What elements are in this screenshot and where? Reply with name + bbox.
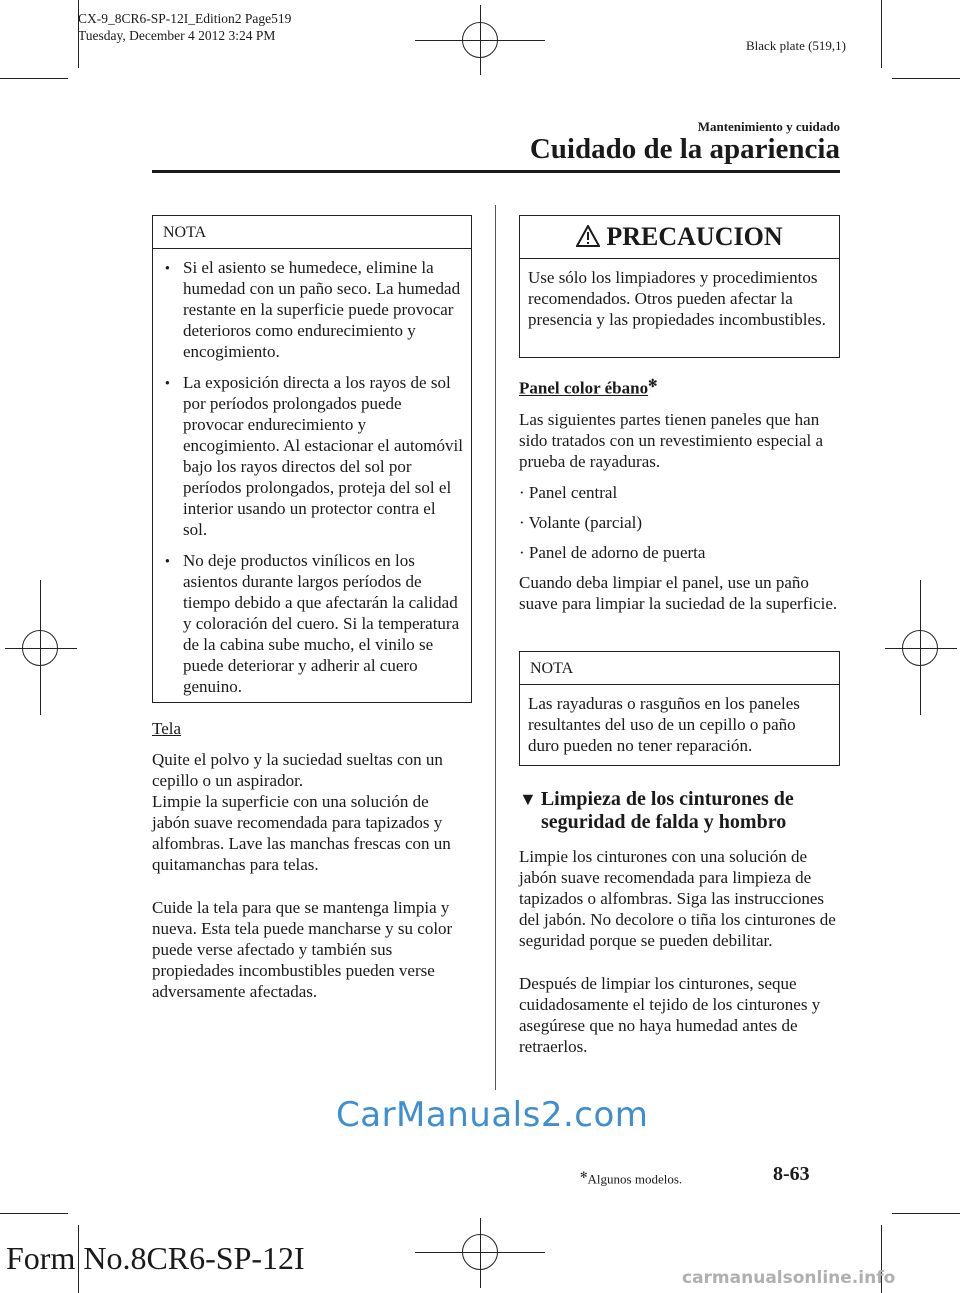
title-divider xyxy=(152,170,840,173)
tela-heading: Tela xyxy=(152,719,182,738)
registration-circle xyxy=(902,630,938,666)
tela-paragraph: Quite el polvo y la suciedad sueltas con un cepillo o un aspirador. xyxy=(152,750,443,790)
panel-section xyxy=(519,374,841,614)
note-heading: NOTA xyxy=(153,216,471,249)
panel-heading: Panel color ébano xyxy=(519,378,649,398)
print-info xyxy=(78,10,291,44)
panel-list-item: · Panel de adorno de puerta xyxy=(519,542,706,562)
note-box-2 xyxy=(519,651,840,766)
panel-paragraph: Cuando deba limpiar el panel, use un paño suave para limpiar la suciedad de la superficie. xyxy=(519,572,838,613)
registration-circle xyxy=(462,1234,498,1270)
caution-box xyxy=(519,215,840,358)
print-file-line: CX-9_8CR6-SP-12I_Edition2 Page519 xyxy=(78,11,292,26)
note-item: ● La exposición directa a los rayos de sol por períodos prolongados puede provocar endurecimiento y encogimiento. Al estacionar el automóvil bajo los rayos directos del sol por períodos prolongados, proteja del sol el interior usando un protector contra el sol. xyxy=(161,372,463,540)
panel-list-item: · Panel central xyxy=(519,482,618,502)
crop-mark xyxy=(0,1213,68,1214)
tela-paragraph: Limpie la superficie con una solución de jabón suave recomendada para tapizados y alfombras. Lave las manchas frescas con un quitamanchas para telas. xyxy=(152,792,451,874)
warning-icon xyxy=(576,224,600,254)
note-item: ● Si el asiento se humedece, elimine la humedad con un paño seco. La humedad restante en la superficie puede provocar deterioros como endurecimiento y encogimiento. xyxy=(161,257,463,362)
registration-circle xyxy=(462,22,498,58)
crop-mark xyxy=(892,78,960,79)
crop-mark xyxy=(0,78,68,79)
registration-circle xyxy=(22,630,58,666)
site-watermark: carmanualsonline.info xyxy=(682,1268,896,1288)
note-body xyxy=(153,249,471,715)
panel-intro: Las siguientes partes tienen paneles que han sido tratados con un revestimiento especial a prueba de rayaduras. xyxy=(519,409,824,471)
form-number: Form No.8CR6-SP-12I xyxy=(6,1240,305,1276)
crop-mark xyxy=(881,0,882,68)
triangle-bullet-icon: ▼ xyxy=(519,789,537,809)
note-item: ● No deje productos vinílicos en los asientos durante largos períodos de tiempo debido a que afectarán la calidad y coloración del cuero. Si la temperatura de la cabina sube mucho, el vinilo se puede deteriorar y adherir al cuero genuino. xyxy=(161,550,463,697)
panel-list xyxy=(519,482,841,563)
note-body: Las rayaduras o rasguños en los paneles resultantes del uso de un cepillo o paño duro pueden no tener reparación. xyxy=(528,694,800,755)
plate-label: Black plate (519,1) xyxy=(746,38,846,53)
print-date-line: Tuesday, December 4 2012 3:24 PM xyxy=(78,28,276,43)
caution-heading xyxy=(520,216,839,259)
note-list xyxy=(161,257,463,697)
footnote: ✻Algunos modelos. xyxy=(580,1170,683,1187)
note-heading: NOTA xyxy=(520,652,839,685)
tela-section xyxy=(152,718,470,1002)
belt-section xyxy=(519,788,841,1057)
belt-paragraph: Después de limpiar los cinturones, seque cuidadosamente el tejido de los cinturones y asegúrese que no haya humedad antes de retraerlos. xyxy=(519,974,821,1056)
panel-list-item: · Volante (parcial) xyxy=(519,512,643,532)
caution-body: Use sólo los limpiadores y procedimientos recomendados. Otros pueden afectar la presencia y las propiedades incombustibles. xyxy=(528,268,826,329)
belt-heading: ▼ Limpieza de los cinturones de xyxy=(519,788,794,810)
caution-title: PRECAUCION xyxy=(606,222,783,251)
column-divider xyxy=(495,205,496,1090)
crop-mark xyxy=(892,1213,960,1214)
model-asterisk: ✻ xyxy=(648,378,658,390)
page-number: 8-63 xyxy=(773,1163,810,1185)
chapter-label: Mantenimiento y cuidado xyxy=(697,119,840,134)
watermark-logo: CarManuals2.com xyxy=(336,1095,649,1135)
belt-paragraph: Limpie los cinturones con una solución de jabón suave recomendada para limpieza de tapizados o alfombras. Siga las instrucciones del jabón. No decolore o tiña los cinturones de seguridad porque se pueden debilitar. xyxy=(519,847,836,950)
belt-heading-line-2: seguridad de falda y hombro xyxy=(541,811,787,833)
tela-paragraph: Cuide la tela para que se mantenga limpia y nueva. Esta tela puede mancharse y su color puede verse afectado y también sus propiedades incombustibles pueden verse adversamente afectadas. xyxy=(152,898,453,1001)
note-box xyxy=(152,215,472,703)
page-title: Cuidado de la apariencia xyxy=(529,133,840,165)
